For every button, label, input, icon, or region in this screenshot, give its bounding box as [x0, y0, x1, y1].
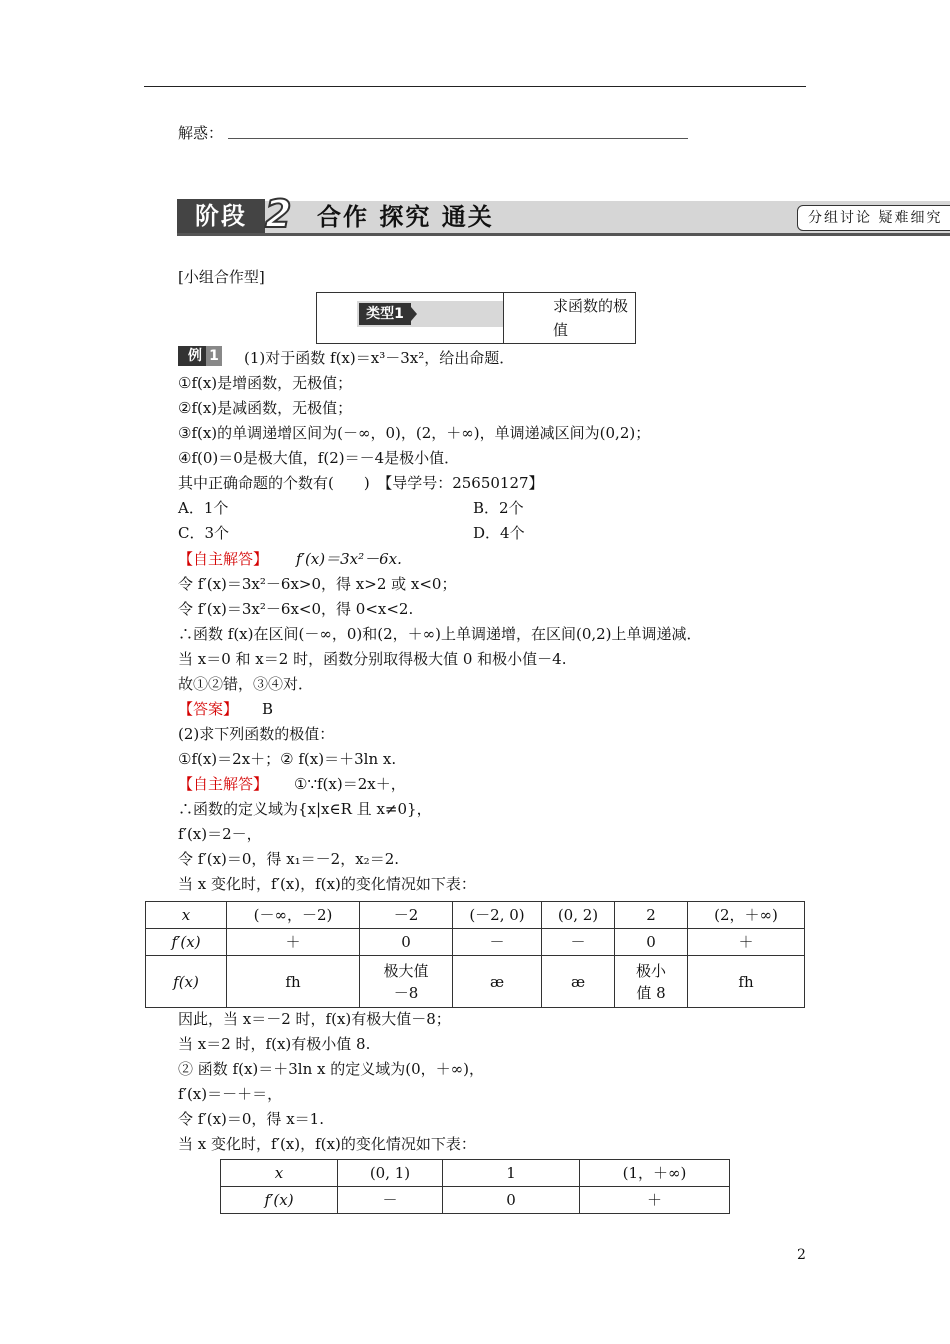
- table-cell: (2，＋∞): [688, 902, 805, 929]
- type-label: 类型1: [359, 303, 411, 325]
- solution2-line-1: ①∵f(x)＝2x＋，: [294, 775, 406, 793]
- table1-header-row: [146, 902, 805, 929]
- type-arrow-icon: [411, 307, 417, 321]
- table1-intro: 当 x 变化时，f′(x)，f(x)的变化情况如下表：: [178, 875, 476, 893]
- solution2-line-2: ∴函数的定义域为{x|x∈R 且 x≠0}，: [178, 800, 432, 818]
- table-cell: fh: [688, 956, 805, 1008]
- group-label: [小组合作型]: [178, 268, 265, 286]
- function2-derivative: f′(x)＝－＋＝，: [178, 1085, 283, 1103]
- table2-intro: 当 x 变化时，f′(x)，f(x)的变化情况如下表：: [178, 1135, 476, 1153]
- top-rule: [144, 86, 806, 87]
- table-cell: 2: [615, 902, 688, 929]
- solution-line-4: 当 x＝0 和 x＝2 时，函数分别取得极大值 0 和极小值－4.: [178, 650, 567, 668]
- derivative-line: f′(x)＝3x²－6x.: [296, 550, 402, 568]
- table2-derivative-row: [221, 1187, 730, 1214]
- table-cell: x: [221, 1160, 338, 1187]
- function2-critical-point: 令 f′(x)＝0，得 x＝1.: [178, 1110, 324, 1128]
- self-answer-label-2: 【自主解答】: [178, 775, 269, 793]
- answer-label: 【答案】: [178, 700, 239, 718]
- table-cell: f(x): [146, 956, 227, 1008]
- option-a: A．1个: [178, 499, 229, 517]
- table-cell: 0: [615, 929, 688, 956]
- table-cell: 0: [443, 1187, 580, 1214]
- table-cell: (0, 1): [338, 1160, 443, 1187]
- table1-derivative-row: [146, 929, 805, 956]
- table2-header-row: [221, 1160, 730, 1187]
- variation-table-1: [145, 901, 805, 1008]
- stage-banner: [177, 192, 950, 237]
- proposition-2: ②f(x)是减函数，无极值；: [178, 399, 353, 417]
- solution2-line-3: f′(x)＝2－，: [178, 825, 262, 843]
- jiehuo-blank-line: [228, 138, 688, 139]
- stage-title: 合作 探究 通关: [317, 203, 494, 231]
- option-c: C．3个: [178, 524, 230, 542]
- table-cell: 极小值 8: [615, 956, 688, 1008]
- type-divider: [503, 293, 504, 343]
- variation-table-2: [220, 1159, 730, 1214]
- solution-line-1: 令 f′(x)＝3x²－6x>0，得 x>2 或 x<0；: [178, 575, 457, 593]
- example-badge: [178, 346, 224, 366]
- answer-value: B: [262, 700, 274, 718]
- table-cell: x: [146, 902, 227, 929]
- table-cell: f′(x): [146, 929, 227, 956]
- question-1-stem: (1)对于函数 f(x)＝x³－3x²，给出命题．: [244, 349, 515, 367]
- solution2-line-4: 令 f′(x)＝0，得 x₁＝－2，x₂＝2.: [178, 850, 400, 868]
- example-label: 例: [178, 346, 212, 366]
- solution-line-2: 令 f′(x)＝3x²－6x<0，得 0<x<2.: [178, 600, 414, 618]
- option-b: B．2个: [473, 499, 524, 517]
- table-cell: ＋: [580, 1187, 730, 1214]
- table-cell: －2: [360, 902, 453, 929]
- table-cell: (0, 2): [542, 902, 615, 929]
- example-number: 1: [206, 346, 222, 366]
- option-d: D．4个: [473, 524, 525, 542]
- type-box: [316, 292, 636, 344]
- table-cell: ＋: [227, 929, 360, 956]
- table-cell: f′(x): [221, 1187, 338, 1214]
- solution-line-5: 故①②错，③④对．: [178, 675, 314, 693]
- page-number: 2: [797, 1247, 806, 1263]
- table-cell: 极大值－8: [360, 956, 453, 1008]
- type-text: 求函数的极值: [553, 297, 629, 339]
- proposition-1: ①f(x)是增函数，无极值；: [178, 374, 353, 392]
- table-cell: æ: [453, 956, 542, 1008]
- question-prompt: 其中正确命题的个数有( ) 【导学号：25650127】: [178, 474, 544, 492]
- table-cell: －: [453, 929, 542, 956]
- question-2-stem: (2)求下列函数的极值：: [178, 725, 335, 743]
- function2-domain: ② 函数 f(x)＝＋3ln x 的定义域为(0，＋∞)，: [178, 1060, 484, 1078]
- proposition-4: ④f(0)＝0是极大值，f(2)＝－4是极小值．: [178, 449, 460, 467]
- table-cell: (－∞，－2): [227, 902, 360, 929]
- table-cell: －: [542, 929, 615, 956]
- table-cell: －: [338, 1187, 443, 1214]
- table1-function-row: [146, 956, 805, 1008]
- table-cell: (1，＋∞): [580, 1160, 730, 1187]
- table-cell: 0: [360, 929, 453, 956]
- solution-line-3: ∴函数 f(x)在区间(－∞，0)和(2，＋∞)上单调递增，在区间(0,2)上单调递减．: [178, 625, 702, 643]
- self-answer-label: 【自主解答】: [178, 550, 269, 568]
- proposition-3: ③f(x)的单调递增区间为(－∞，0)，(2，＋∞)，单调递减区间为(0,2)；: [178, 424, 651, 442]
- table-cell: ＋: [688, 929, 805, 956]
- stage-number: 2: [265, 192, 292, 236]
- table-cell: fh: [227, 956, 360, 1008]
- jiehuo-label: 解惑：: [178, 124, 224, 142]
- table-cell: (－2, 0): [453, 902, 542, 929]
- question-2-functions: ①f(x)＝2x＋；② f(x)＝＋3ln x.: [178, 750, 397, 768]
- stage-label: 阶段: [177, 199, 265, 233]
- conclusion-line-1: 因此，当 x＝－2 时，f(x)有极大值－8；: [178, 1010, 451, 1028]
- stage-tag: 分组讨论 疑难细究: [797, 205, 950, 231]
- table-cell: æ: [542, 956, 615, 1008]
- table-cell: 1: [443, 1160, 580, 1187]
- conclusion-line-2: 当 x＝2 时，f(x)有极小值 8.: [178, 1035, 371, 1053]
